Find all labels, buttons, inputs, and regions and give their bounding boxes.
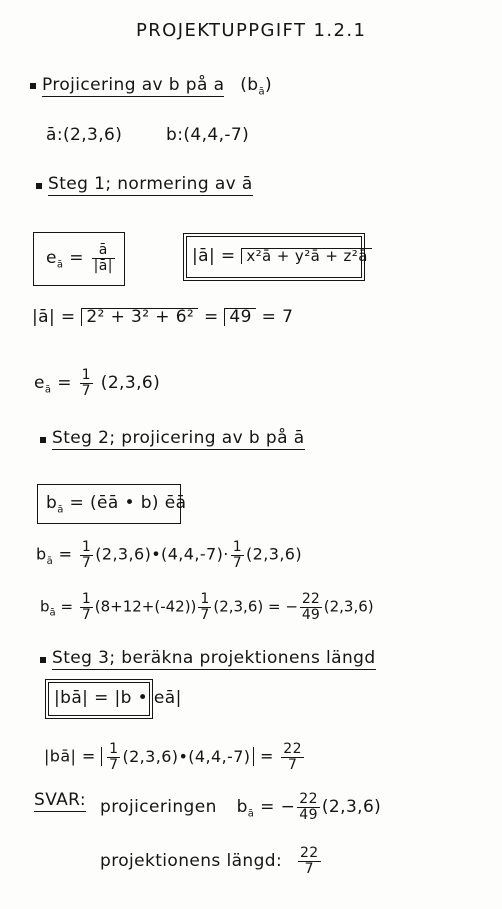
ans-proj-text: projiceringen: [100, 797, 217, 818]
l2-num1: 1: [81, 591, 91, 607]
l2-sub: ā: [49, 607, 56, 619]
calc-lhs: |ā| =: [32, 307, 76, 327]
ll-frac2: [281, 742, 304, 772]
answer-length: [100, 846, 323, 876]
norm-radicand: x²ā + y²ā + z²ā: [241, 248, 371, 264]
len-lhs: |bā|: [54, 688, 89, 708]
ans-proj-lhs: b: [236, 797, 248, 818]
l2-den3: 49: [301, 606, 320, 623]
formula-length: [54, 690, 182, 707]
proj-sub: ā: [57, 504, 64, 516]
vector-a: ā:(2,3,6): [46, 125, 123, 145]
ans-len-frac: [298, 846, 321, 876]
ll-den2: 7: [287, 756, 298, 773]
bullet-step1: [36, 183, 42, 189]
calc-sqrt49: 49: [224, 308, 255, 326]
len-rhs: |b • eā|: [114, 688, 182, 708]
norm-lhs: |ā| =: [192, 246, 236, 266]
l2-num3: 22: [301, 591, 320, 607]
unit-vector: [34, 368, 160, 398]
l1-frac1: [80, 540, 93, 570]
calc-result: = 7: [261, 307, 294, 327]
heading-underlined: Projicering av b på a: [42, 75, 225, 95]
l1-eq: =: [58, 544, 73, 564]
heading-sub: ā: [258, 86, 265, 98]
vector-b: b:(4,4,-7): [166, 125, 250, 145]
unit-e: e: [34, 373, 45, 394]
length-line: [44, 742, 306, 772]
l2-vec2: (2,3,6): [323, 597, 374, 616]
ll-abs: [101, 741, 254, 773]
bullet-heading: [30, 83, 36, 89]
step2-label-text: Steg 2; projicering av b på ā: [52, 428, 305, 448]
e-eq: =: [69, 248, 84, 269]
l2-vec: (2,3,6) =: [213, 597, 281, 616]
l2-frac1: [80, 592, 93, 622]
l2-lhs: b: [40, 597, 50, 616]
unit-num: 1: [81, 367, 91, 383]
e-symbol: e: [46, 248, 57, 269]
ans-proj-sign: −: [280, 797, 296, 818]
norm-calc: [32, 308, 293, 326]
calc-eq: =: [203, 307, 219, 327]
l1-mid: (2,3,6)•(4,4,-7)·: [95, 544, 229, 564]
l1-frac2: [231, 540, 244, 570]
formula-norm: [192, 248, 372, 265]
answer-label-text: SVAR:: [34, 790, 86, 810]
l1-lhs: b: [36, 544, 47, 564]
l2-den1: 7: [81, 606, 91, 623]
ans-proj-sub: ā: [247, 808, 255, 820]
bullet-step2: [40, 437, 46, 443]
bullet-step3: [40, 657, 46, 663]
ans-proj-vec: (2,3,6): [321, 797, 382, 818]
l1-vec: (2,3,6): [246, 544, 303, 564]
proj-line2: [40, 592, 374, 622]
l2-eq: =: [60, 597, 74, 616]
l2-num2: 1: [200, 591, 210, 607]
ll-lhs: |bā| =: [44, 746, 96, 766]
formula-e: [46, 243, 117, 273]
l2-sign: −: [285, 597, 298, 616]
step2-label: [52, 430, 305, 447]
frac-den: |ā|: [93, 257, 113, 274]
heading-suffix: (b: [240, 75, 259, 95]
ll-den1: 7: [109, 756, 119, 773]
l1-num2: 1: [232, 539, 243, 555]
proj-rhs: = (ēā • b) ēā: [69, 493, 187, 513]
step1-label-text: Steg 1; normering av ā: [48, 174, 253, 194]
ans-proj-eq: =: [260, 797, 275, 818]
unit-eq: =: [57, 373, 72, 394]
l1-den1: 7: [81, 554, 92, 571]
ans-proj-den: 49: [299, 806, 318, 823]
ans-proj-num: 22: [299, 791, 318, 807]
unit-den: 7: [81, 382, 91, 399]
l2-frac3: [300, 592, 322, 622]
proj-lhs: b: [46, 493, 58, 513]
section-heading: [42, 77, 272, 97]
len-eq: =: [94, 688, 109, 708]
answer-projection: [100, 792, 381, 822]
ans-proj-frac: [297, 792, 320, 822]
l1-sub: ā: [46, 555, 54, 567]
answer-label: [34, 792, 86, 809]
l1-den2: 7: [232, 554, 243, 571]
unit-vec: (2,3,6): [100, 373, 161, 394]
step1-label: [48, 176, 253, 193]
e-sub: ā: [56, 259, 64, 271]
unit-frac: [80, 368, 93, 398]
fraction-a-over-norm: [92, 243, 115, 273]
calc-radicand: 2² + 3² + 6²: [81, 308, 198, 326]
proj-line1: [36, 540, 302, 570]
ans-len-text: projektionens längd:: [100, 851, 283, 872]
step3-label-text: Steg 3; beräkna projektionens längd: [52, 648, 376, 668]
step3-label: [52, 650, 376, 667]
l2-mid: (8+12+(-42)): [94, 597, 197, 616]
formula-proj: [46, 495, 186, 515]
ll-num2: 22: [283, 741, 302, 757]
ll-num1: 1: [109, 741, 119, 757]
l2-frac2: [198, 592, 211, 622]
heading-close: ): [265, 75, 273, 95]
l1-num1: 1: [81, 539, 92, 555]
unit-sub: ā: [44, 384, 52, 396]
ans-len-num: 22: [299, 845, 319, 861]
frac-num: ā: [92, 243, 115, 259]
ll-eq: =: [259, 746, 274, 766]
ans-len-den: 7: [304, 860, 314, 877]
ll-mid: (2,3,6)•(4,4,-7): [122, 746, 251, 766]
page-title: PROJEKTUPPGIFT 1.2.1: [136, 20, 367, 41]
l2-den2: 7: [200, 606, 210, 623]
ll-frac1: [107, 742, 120, 772]
